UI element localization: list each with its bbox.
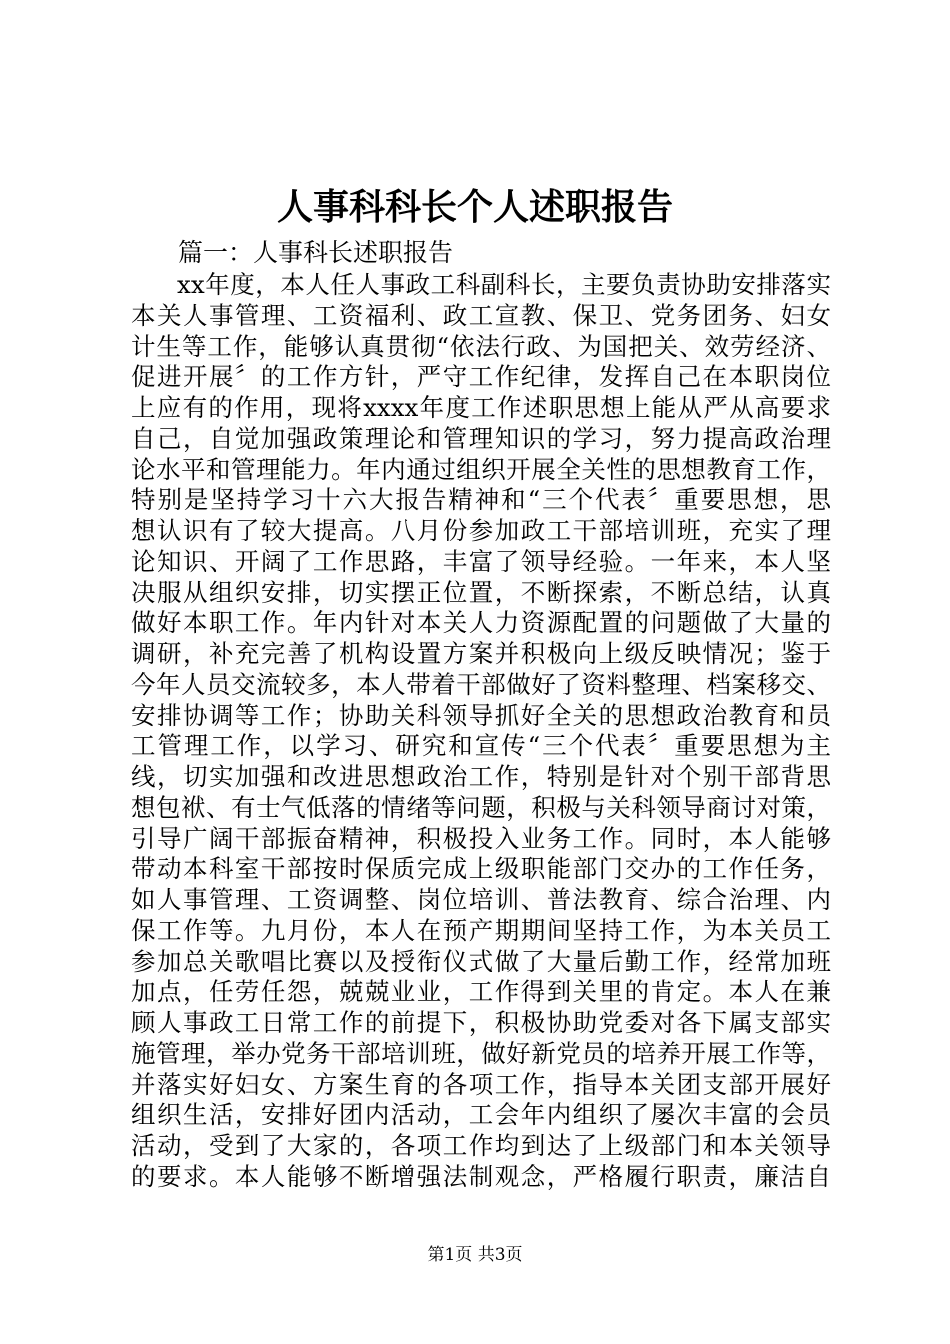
body-line: 参加总关歌唱比赛以及授衔仪式做了大量后勤工作，经常加班	[131, 946, 831, 976]
body-line: 本关人事管理、工资福利、政工宣教、保卫、党务团务、妇女	[131, 300, 831, 330]
section-heading: 篇一：人事科长述职报告	[178, 238, 454, 267]
body-line: 保工作等。九月份，本人在预产期期间坚持工作，为本关员工	[131, 915, 831, 945]
body-line: 特别是坚持学习十六大报告精神和“三个代表〞重要思想，思	[131, 485, 831, 515]
body-line: 工管理工作，以学习、研究和宣传“三个代表〞重要思想为主	[131, 731, 831, 761]
body-line: 想包袱、有士气低落的情绪等问题，积极与关科领导商讨对策，	[131, 792, 831, 822]
body-line: 想认识有了较大提高。八月份参加政工干部培训班，充实了理	[131, 516, 831, 545]
body-line: 施管理，举办党务干部培训班，做好新党员的培养开展工作等，	[131, 1038, 831, 1068]
body-line: 顾人事政工日常工作的前提下，积极协助党委对各下属支部实	[131, 1008, 831, 1037]
body-line: 带动本科室干部按时保质完成上级职能部门交办的工作任务，	[131, 854, 831, 884]
body-line: xx年度，本人任人事政工科副科长，主要负责协助安排落实	[177, 270, 831, 299]
body-line: 论知识、开阔了工作思路，丰富了领导经验。一年来，本人坚	[131, 546, 831, 576]
body-text	[131, 270, 831, 1193]
body-line: 论水平和管理能力。年内通过组织开展全关性的思想教育工作，	[131, 454, 831, 484]
body-line: 的要求。本人能够不断增强法制观念，严格履行职责，廉洁自	[131, 1161, 831, 1191]
body-line: 并落实好妇女、方案生育的各项工作，指导本关团支部开展好	[131, 1069, 831, 1099]
page-footer: 第1页 共3页	[427, 1245, 523, 1265]
document-title: 人事科科长个人述职报告	[276, 187, 673, 228]
body-line: 促进开展〞的工作方针，严守工作纪律，发挥自己在本职岗位	[131, 362, 831, 392]
body-line: 今年人员交流较多，本人带着干部做好了资料整理、档案移交、	[131, 669, 831, 699]
body-line: 调研，补充完善了机构设置方案并积极向上级反映情况；鉴于	[131, 639, 831, 668]
body-line: 加点，任劳任怨，兢兢业业，工作得到关里的肯定。本人在兼	[131, 977, 831, 1007]
body-line: 线，切实加强和改进思想政治工作，特别是针对个别干部背思	[131, 762, 831, 791]
body-line: 自己，自觉加强政策理论和管理知识的学习，努力提高政治理	[131, 423, 831, 453]
body-line: 组织生活，安排好团内活动，工会年内组织了屡次丰富的会员	[131, 1100, 831, 1130]
body-line: 引导广阔干部振奋精神，积极投入业务工作。同时，本人能够	[131, 823, 831, 853]
body-line: 决服从组织安排，切实摆正位置，不断探索，不断总结，认真	[131, 577, 831, 607]
body-line: 做好本职工作。年内针对本关人力资源配置的问题做了大量的	[131, 608, 831, 638]
body-line: 上应有的作用，现将xxxx年度工作述职思想上能从严从高要求	[131, 393, 831, 422]
body-line: 计生等工作，能够认真贯彻“依法行政、为国把关、效劳经济、	[131, 331, 831, 361]
body-line: 活动，受到了大家的，各项工作均到达了上级部门和本关领导	[131, 1131, 831, 1160]
body-line: 如人事管理、工资调整、岗位培训、普法教育、综合治理、内	[131, 885, 831, 914]
body-line: 安排协调等工作；协助关科领导抓好全关的思想政治教育和员	[131, 700, 831, 730]
